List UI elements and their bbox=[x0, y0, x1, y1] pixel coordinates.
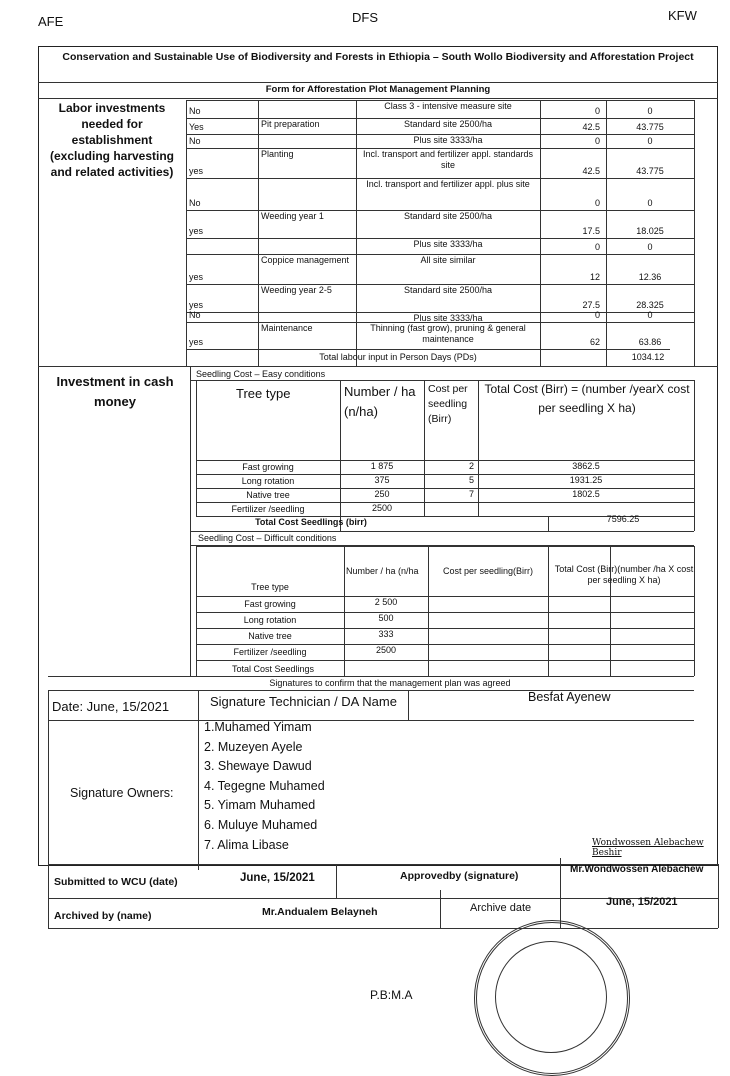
easy-total: 1802.5 bbox=[572, 489, 600, 499]
labor-value-2: 0 bbox=[647, 136, 653, 146]
labor-value-2: 12.36 bbox=[638, 272, 662, 282]
labor-activity: Planting bbox=[261, 149, 294, 159]
easy-number: 250 bbox=[374, 489, 390, 499]
easy-tree-type: Fast growing bbox=[242, 462, 294, 472]
archive-date: June, 15/2021 bbox=[606, 896, 678, 908]
labor-value-1: 27.5 bbox=[582, 300, 600, 310]
labor-value-1: 0 bbox=[594, 198, 600, 208]
labor-flag: yes bbox=[189, 166, 204, 176]
investment-heading: Investment in cash money bbox=[56, 374, 174, 409]
labor-value-1: 62 bbox=[589, 337, 600, 347]
footer-code: P.B:M.A bbox=[370, 988, 413, 1002]
easy-number: 375 bbox=[374, 475, 390, 485]
labor-value-1: 0 bbox=[594, 310, 600, 320]
easy-cost: 7 bbox=[468, 489, 474, 499]
difficult-tree-type: Native tree bbox=[248, 631, 292, 641]
difficult-col-cost: Cost per seedling(Birr) bbox=[442, 566, 534, 576]
owner-name: 2. Muzeyen Ayele bbox=[204, 739, 303, 754]
labor-value-2: 43.775 bbox=[636, 122, 664, 132]
labor-value-1: 0 bbox=[594, 106, 600, 116]
easy-total: 3862.5 bbox=[572, 461, 600, 471]
labor-desc: Plus site 3333/ha bbox=[413, 239, 483, 249]
owner-name: 3. Shewaye Dawud bbox=[204, 759, 312, 774]
header-left: AFE bbox=[38, 14, 64, 29]
easy-total-label: Total Cost Seedlings (birr) bbox=[255, 517, 367, 527]
easy-number: 2500 bbox=[371, 503, 393, 513]
form-subtitle: Form for Afforestation Plot Management Planning bbox=[265, 84, 491, 95]
labor-activity: Coppice management bbox=[261, 255, 350, 265]
labor-activity: Maintenance bbox=[261, 323, 313, 333]
approved-name: Mr.Wondwossen Alebachew bbox=[570, 864, 704, 875]
difficult-col-total: Total Cost (Birr)(number /ha X cost per seedling X ha) bbox=[554, 564, 694, 585]
handwritten-signature: Wondwossen Alebachew Beshir bbox=[592, 838, 704, 858]
labor-desc: Plus site 3333/ha bbox=[413, 313, 483, 323]
labor-flag: No bbox=[189, 106, 201, 116]
labor-value-2: 0 bbox=[647, 242, 653, 252]
labor-desc: Standard site 2500/ha bbox=[403, 285, 493, 295]
easy-total: 1931.25 bbox=[569, 475, 603, 485]
labor-value-2: 63.86 bbox=[638, 337, 662, 347]
difficult-caption: Seedling Cost – Difficult conditions bbox=[198, 533, 337, 543]
owners-list bbox=[204, 718, 325, 855]
official-stamp bbox=[474, 920, 630, 1076]
labor-flag: yes bbox=[189, 226, 204, 236]
labor-value-1: 42.5 bbox=[582, 166, 600, 176]
labor-activity: Weeding year 1 bbox=[261, 211, 324, 221]
easy-cost: 2 bbox=[468, 461, 474, 471]
difficult-tree-type: Fast growing bbox=[244, 599, 296, 609]
owners-label: Signature Owners: bbox=[70, 786, 174, 800]
labor-activity: Pit preparation bbox=[261, 119, 320, 129]
archived-name: Mr.Andualem Belayneh bbox=[262, 906, 378, 918]
signatures-caption: Signatures to confirm that the management plan was agreed bbox=[269, 678, 511, 688]
easy-tree-type: Long rotation bbox=[241, 476, 295, 486]
difficult-col-tree: Tree type bbox=[251, 582, 289, 592]
labor-desc: Incl. transport and fertilizer appl. plus site bbox=[366, 179, 530, 189]
owner-name: 6. Muluye Muhamed bbox=[204, 817, 318, 832]
labor-value-2: 43.775 bbox=[636, 166, 664, 176]
technician-name: Besfat Ayenew bbox=[528, 690, 611, 704]
owner-name: 5. Yimam Muhamed bbox=[204, 798, 316, 813]
easy-col-total: Total Cost (Birr) = (number /yearX cost per seedling X ha) bbox=[484, 382, 690, 415]
header-center: DFS bbox=[352, 10, 378, 25]
easy-col-number: Number / ha (n/ha) bbox=[344, 384, 416, 419]
labor-flag: No bbox=[189, 310, 201, 320]
owner-name: 7. Alima Libase bbox=[204, 837, 289, 852]
labor-flag: yes bbox=[189, 337, 204, 347]
labor-total-label: Total labour input in Person Days (PDs) bbox=[319, 352, 477, 362]
labor-flag: No bbox=[189, 136, 201, 146]
easy-cost: 5 bbox=[468, 475, 474, 485]
labor-value-1: 12 bbox=[589, 272, 600, 282]
difficult-number: 333 bbox=[378, 629, 394, 639]
difficult-col-number: Number / ha (n/ha bbox=[346, 566, 419, 576]
labor-flag: Yes bbox=[189, 122, 204, 132]
header-right: KFW bbox=[668, 8, 697, 23]
date-label: Date: June, 15/2021 bbox=[52, 699, 170, 714]
labor-flag: yes bbox=[189, 272, 204, 282]
difficult-number: 2 500 bbox=[374, 597, 398, 607]
labor-flag: yes bbox=[189, 300, 204, 310]
labor-value-1: 0 bbox=[594, 242, 600, 252]
labor-desc: Incl. transport and fertilizer appl. standards site bbox=[362, 149, 534, 170]
submitted-label: Submitted to WCU (date) bbox=[54, 876, 178, 888]
difficult-total-label: Total Cost Seedlings bbox=[231, 664, 315, 674]
labor-value-2: 0 bbox=[647, 310, 653, 320]
form-title: Conservation and Sustainable Use of Biodiversity and Forests in Ethiopia – South Wollo Biodiversity and Afforestation Project bbox=[62, 51, 694, 63]
easy-number: 1 875 bbox=[370, 461, 394, 471]
difficult-number: 2500 bbox=[375, 645, 397, 655]
difficult-tree-type: Long rotation bbox=[243, 615, 297, 625]
labor-desc: Standard site 2500/ha bbox=[403, 119, 493, 129]
labor-desc: Standard site 2500/ha bbox=[403, 211, 493, 221]
easy-col-cost: Cost per seedling (Birr) bbox=[428, 383, 468, 425]
labor-desc: All site similar bbox=[420, 255, 476, 265]
easy-total-value: 7596.25 bbox=[606, 514, 640, 524]
labor-total-value: 1034.12 bbox=[631, 352, 665, 362]
labor-flag: No bbox=[189, 198, 201, 208]
labor-activity: Weeding year 2-5 bbox=[261, 285, 332, 295]
difficult-number: 500 bbox=[378, 613, 394, 623]
owner-name: 1.Muhamed Yimam bbox=[204, 720, 312, 734]
approved-label: Approvedby (signature) bbox=[400, 870, 519, 882]
labor-value-2: 0 bbox=[647, 106, 653, 116]
labor-desc: Plus site 3333/ha bbox=[413, 135, 483, 145]
submitted-date: June, 15/2021 bbox=[240, 872, 315, 884]
labor-value-1: 17.5 bbox=[582, 226, 600, 236]
labor-value-2: 18.025 bbox=[636, 226, 664, 236]
labor-value-2: 28.325 bbox=[636, 300, 664, 310]
owner-name: 4. Tegegne Muhamed bbox=[204, 778, 325, 793]
signature-technician-label: Signature Technician / DA Name bbox=[210, 694, 397, 709]
labor-value-2: 0 bbox=[647, 198, 653, 208]
easy-col-tree: Tree type bbox=[236, 386, 291, 401]
easy-tree-type: Fertilizer /seedling bbox=[231, 504, 305, 514]
archive-date-label: Archive date bbox=[470, 902, 532, 914]
archived-label: Archived by (name) bbox=[54, 910, 152, 922]
easy-tree-type: Native tree bbox=[246, 490, 290, 500]
easy-caption: Seedling Cost – Easy conditions bbox=[196, 369, 326, 379]
labor-desc: Class 3 - intensive measure site bbox=[384, 101, 512, 111]
labor-heading: Labor investments needed for establishment (excluding harvesting and related activities) bbox=[49, 101, 175, 179]
labor-desc: Thinning (fast grow), pruning & general maintenance bbox=[370, 323, 526, 344]
labor-value-1: 42.5 bbox=[582, 122, 600, 132]
labor-value-1: 0 bbox=[594, 136, 600, 146]
difficult-tree-type: Fertilizer /seedling bbox=[233, 647, 307, 657]
